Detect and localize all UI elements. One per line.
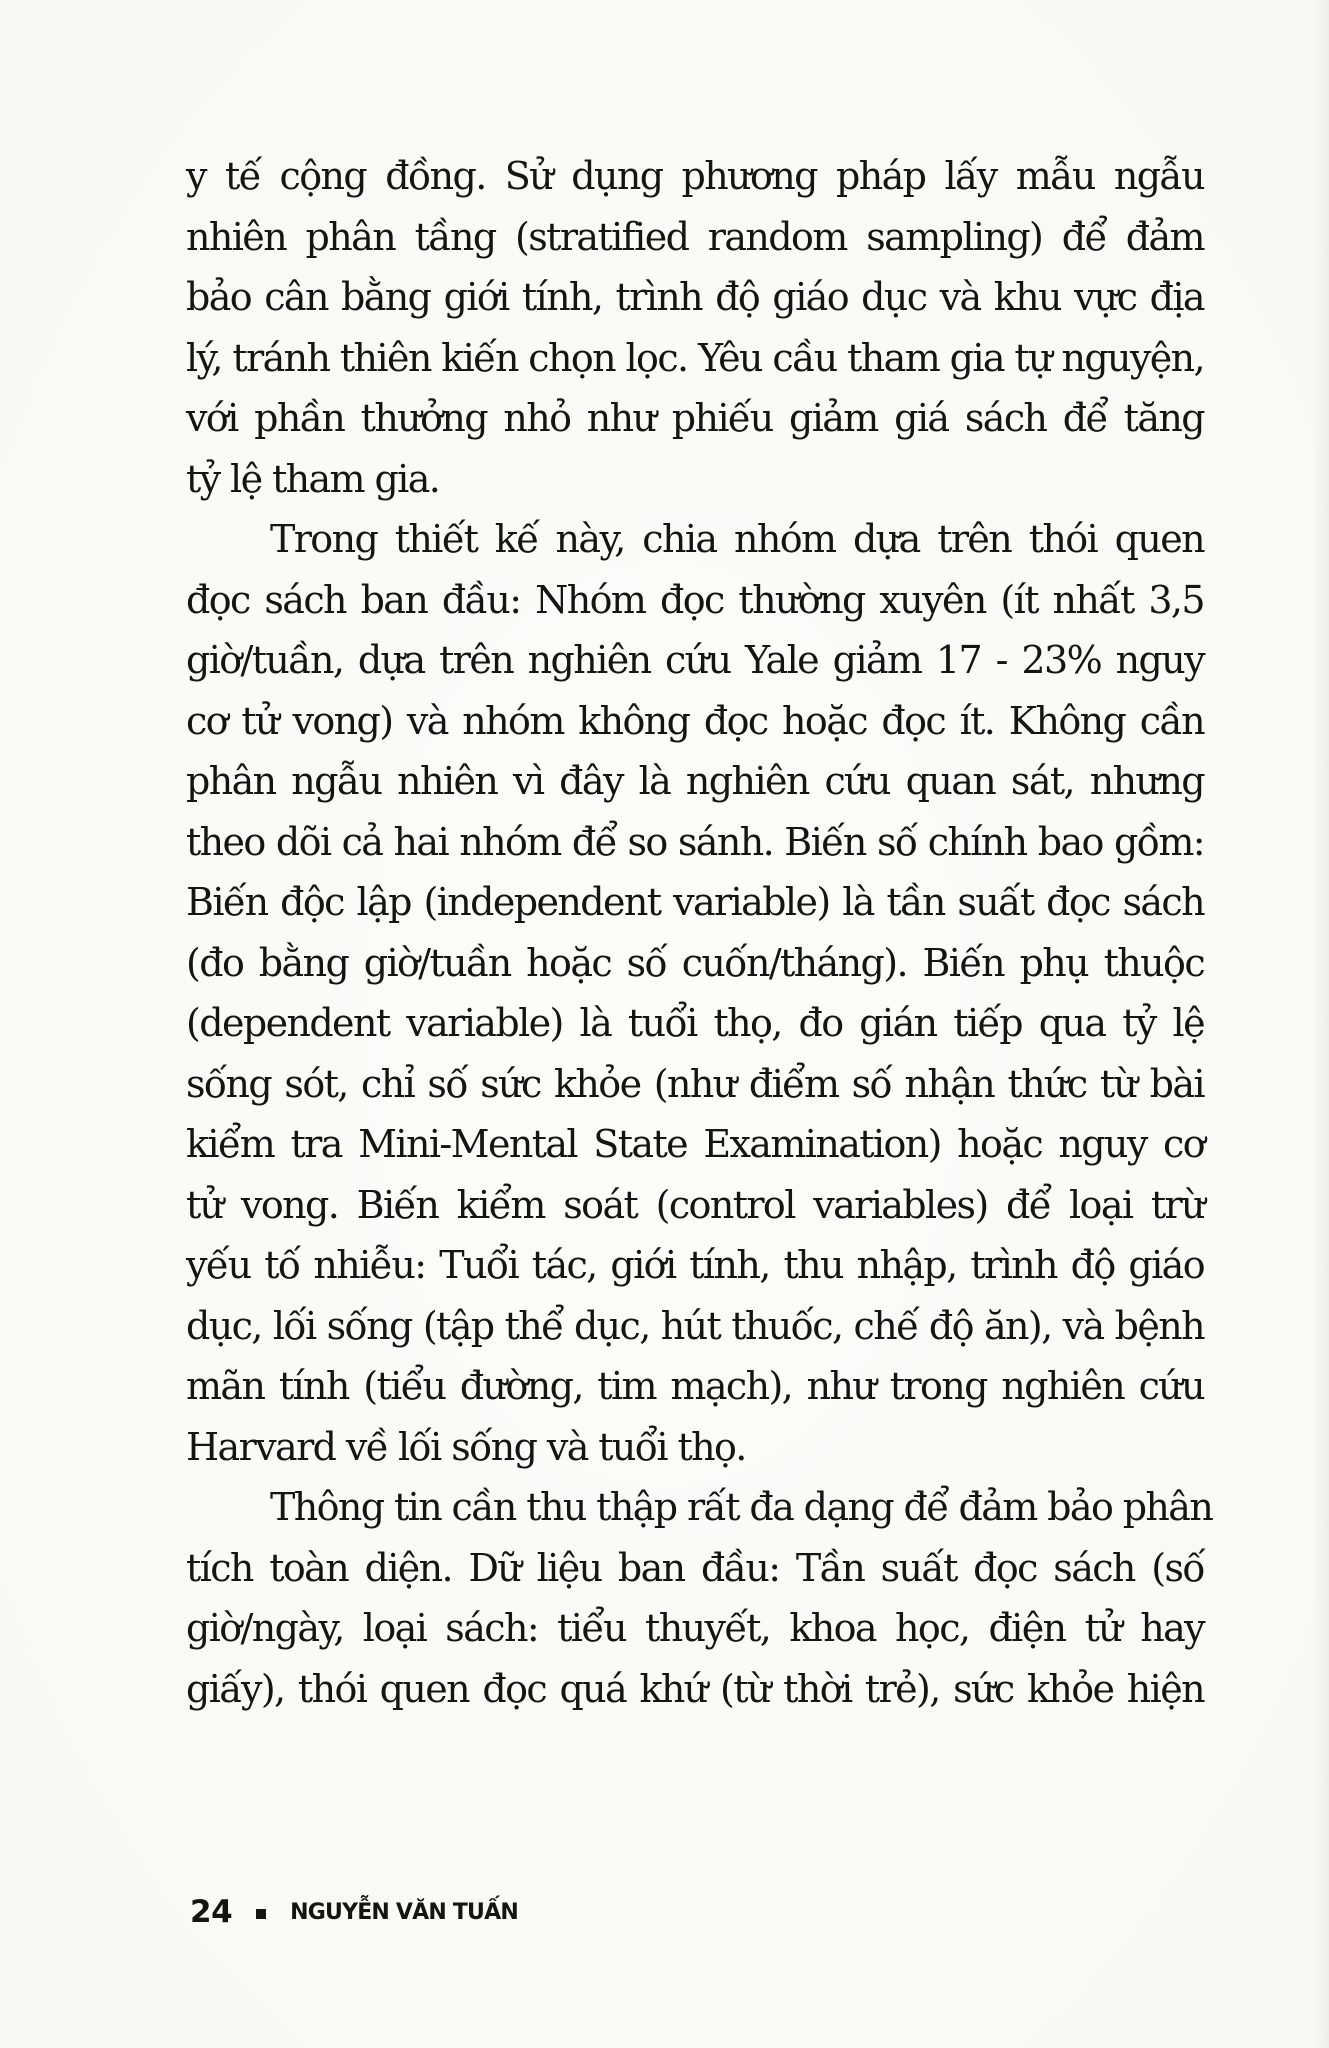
page-footer — [190, 1894, 518, 1930]
text-line: với phần thưởng nhỏ như phiếu giảm giá sách để tăng — [186, 396, 1204, 440]
text-line: giấy), thói quen đọc quá khứ (từ thời trẻ), sức khỏe hiện — [186, 1666, 1204, 1711]
text-line: giờ/ngày, loại sách: tiểu thuyết, khoa học, điện tử hay — [186, 1606, 1204, 1650]
text-line: cơ tử vong) và nhóm không đọc hoặc đọc ít. Không cần — [186, 698, 1204, 743]
text-line: dục, lối sống (tập thể dục, hút thuốc, chế độ ăn), và bệnh — [186, 1303, 1204, 1348]
text-line: Biến độc lập (independent variable) là tần suất đọc sách — [186, 880, 1204, 924]
text-line: phân ngẫu nhiên vì đây là nghiên cứu quan sát, nhưng — [186, 759, 1204, 803]
text-line: (đo bằng giờ/tuần hoặc số cuốn/tháng). Biến phụ thuộc — [186, 940, 1204, 985]
text-line: giờ/tuần, dựa trên nghiên cứu Yale giảm 17 - 23% nguy — [186, 638, 1204, 682]
body-text — [186, 146, 1213, 1719]
paragraph-3 — [186, 1477, 1213, 1719]
text-line: tích toàn diện. Dữ liệu ban đầu: Tần suất đọc sách (số — [186, 1545, 1204, 1590]
author-name: NGUYỄN VĂN TUẤN — [290, 1899, 518, 1925]
text-line: yếu tố nhiễu: Tuổi tác, giới tính, thu nhập, trình độ giáo — [186, 1243, 1204, 1287]
text-line: tỷ lệ tham gia. — [186, 456, 440, 501]
text-line: sống sót, chỉ số sức khỏe (như điểm số nhận thức từ bài — [186, 1061, 1204, 1106]
text-line: nhiên phân tầng (stratified random sampling) để đảm — [186, 214, 1204, 259]
text-line: Trong thiết kế này, chia nhóm dựa trên thói quen — [270, 517, 1204, 561]
page-edge-shadow — [1315, 0, 1329, 2048]
text-line: Harvard về lối sống và tuổi thọ. — [186, 1424, 746, 1469]
square-bullet-icon — [256, 1909, 266, 1919]
page-number: 24 — [190, 1894, 233, 1930]
text-line: đọc sách ban đầu: Nhóm đọc thường xuyên (ít nhất 3,5 — [186, 577, 1204, 622]
text-line: lý, tránh thiên kiến chọn lọc. Yêu cầu tham gia tự nguyện, — [186, 335, 1205, 380]
paragraph-2 — [186, 509, 1204, 1477]
text-line: kiểm tra Mini-Mental State Examination) hoặc nguy cơ — [186, 1122, 1204, 1166]
text-line: mãn tính (tiểu đường, tim mạch), như trong nghiên cứu — [186, 1364, 1204, 1408]
text-line: tử vong. Biến kiểm soát (control variables) để loại trừ — [186, 1182, 1204, 1227]
text-line: y tế cộng đồng. Sử dụng phương pháp lấy mẫu ngẫu — [186, 154, 1204, 198]
text-line: Thông tin cần thu thập rất đa dạng để đảm bảo phân — [270, 1485, 1213, 1529]
text-line: bảo cân bằng giới tính, trình độ giáo dục và khu vực địa — [186, 275, 1204, 319]
paragraph-1 — [186, 146, 1204, 509]
text-line: (dependent variable) là tuổi thọ, đo gián tiếp qua tỷ lệ — [186, 1001, 1204, 1045]
text-line: theo dõi cả hai nhóm để so sánh. Biến số chính bao gồm: — [186, 819, 1204, 864]
